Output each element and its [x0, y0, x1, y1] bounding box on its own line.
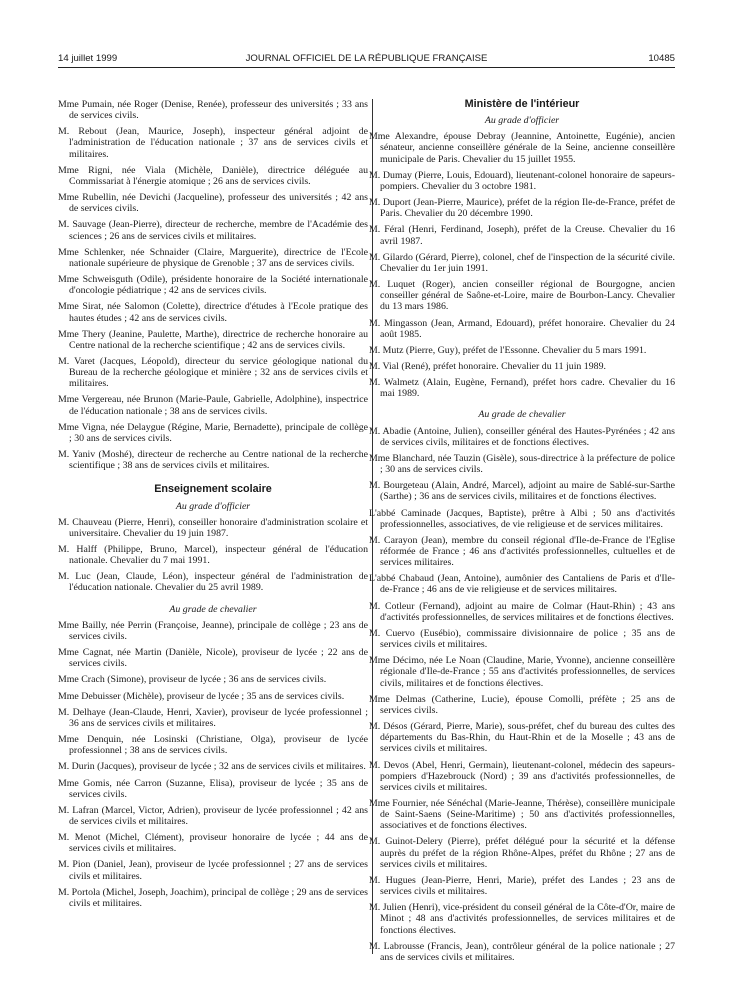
page-header: [58, 53, 675, 67]
decoration-entry: Mme Thery (Jeanine, Paulette, Marthe), directrice de recherche honoraire au Centre national de la recherche scientifique ; 42 ans de services civils.: [58, 328, 368, 351]
decoration-entry: Mme Debuisser (Michèle), proviseur de lycée ; 35 ans de services civils.: [58, 690, 345, 702]
right-entries-b: [369, 426, 675, 963]
left-entries-b: [58, 517, 368, 594]
decoration-entry: M. Gilardo (Gérard, Pierre), colonel, chef de l'inspection de la sécurité civile. Chevalier du 1er juin 1991.: [369, 251, 675, 274]
decoration-entry: L'abbé Chabaud (Jean, Antoine), aumônier des Cantaliens de Paris et d'Ile-de-France ; 46 ans de vie religieuse et de services militaires.: [369, 573, 675, 596]
decoration-entry: Mme Gomis, née Carron (Suzanne, Elisa), proviseur de lycée ; 35 ans de services civils.: [58, 777, 368, 800]
decoration-entry: M. Cotleur (Fernand), adjoint au maire de Colmar (Haut-Rhin) ; 43 ans d'activités professionnelles, de services militaires et de fonctions électives.: [369, 600, 675, 623]
decoration-entry: Mme Cagnat, née Martin (Danièle, Nicole), proviseur de lycée ; 22 ans de services civils.: [58, 647, 368, 670]
decoration-entry: Mme Vergereau, née Brunon (Marie-Paule, Gabrielle, Adolphine), inspectrice de l'éducation nationale ; 38 ans de services civils.: [58, 394, 368, 417]
header-title: JOURNAL OFFICIEL DE LA RÉPUBLIQUE FRANÇAISE: [245, 53, 488, 64]
decoration-entry: L'abbé Caminade (Jacques, Baptiste), prêtre à Albi ; 50 ans d'activités professionnelles, associatives, de vie religieuse et de services militaires.: [369, 507, 675, 530]
decoration-entry: M. Yaniv (Moshé), directeur de recherche au Centre national de la recherche scientifique ; 38 ans de services civils et militaires.: [58, 449, 368, 472]
decoration-entry: M. Bourgeteau (Alain, André, Marcel), adjoint au maire de Sablé-sur-Sarthe (Sarthe) ; 36 ans de services civils, militaires et de fonctions électives.: [369, 480, 675, 503]
decoration-entry: M. Chauveau (Pierre, Henri), conseiller honoraire d'administration scolaire et universitaire. Chevalier du 19 juin 1987.: [58, 516, 368, 539]
decoration-entry: Mme Pumain, née Roger (Denise, Renée), professeur des universités ; 33 ans de services civils.: [58, 99, 368, 122]
decoration-entry: Mme Blanchard, née Tauzin (Gisèle), sous-directrice à la préfecture de police ; 30 ans de services civils.: [369, 452, 675, 476]
decoration-entry: M. Durin (Jacques), proviseur de lycée ; 32 ans de services civils et militaires.: [58, 761, 366, 773]
grade-officier-heading: Au grade d'officier: [175, 500, 251, 512]
page-number: 10485: [648, 53, 675, 64]
left-column: [58, 99, 368, 914]
decoration-entry: M. Mutz (Pierre, Guy), préfet de l'Essonne. Chevalier du 5 mars 1991.: [369, 344, 647, 356]
decoration-entry: M. Féral (Henri, Ferdinand, Joseph), préfet de la Creuse. Chevalier du 16 avril 1987.: [369, 224, 675, 247]
decoration-entry: M. Labrousse (Francis, Jean), contrôleur général de la police nationale ; 27 ans de services civils et militaires.: [369, 940, 675, 963]
decoration-entry: Mme Schweisguth (Odile), présidente honoraire de la Société internationale d'oncologie pédiatrique ; 42 ans de services civils.: [58, 274, 368, 297]
decoration-entry: M. Abadie (Antoine, Julien), conseiller général des Hautes-Pyrénées ; 42 ans de services civils, militaires et de fonctions électives.: [369, 425, 675, 448]
decoration-entry: Mme Schlenker, née Schnaider (Claire, Marguerite), directrice de l'Ecole nationale supérieure de physique de Grenoble ; 37 ans de services civils.: [58, 246, 368, 269]
decoration-entry: M. Carayon (Jean), membre du conseil régional d'Ile-de-France de l'Eglise réformée de France ; 46 ans d'activités professionnelles, cultuelles et de services militaires.: [369, 534, 675, 569]
decoration-entry: M. Julien (Henri), vice-président du conseil général de la Côte-d'Or, maire de Minot ; 48 ans d'activités professionnelles, de services militaires et de fonctions électives.: [369, 902, 675, 936]
decoration-entry: M. Pion (Daniel, Jean), proviseur de lycée professionnel ; 27 ans de services civils et militaires.: [58, 859, 368, 882]
decoration-entry: M. Portola (Michel, Joseph, Joachim), principal de collège ; 29 ans de services civils et militaires.: [58, 886, 368, 909]
decoration-entry: M. Lafran (Marcel, Victor, Adrien), proviseur de lycée professionnel ; 42 ans de services civils et militaires.: [58, 804, 368, 827]
decoration-entry: Mme Vigna, née Delaygue (Régine, Marie, Bernadette), principale de collège ; 30 ans de services civils.: [58, 421, 368, 444]
grade-chevalier-heading: Au grade de chevalier: [478, 409, 566, 421]
decoration-entry: Mme Bailly, née Perrin (Françoise, Jeanne), principale de collège ; 23 ans de services civils.: [58, 619, 368, 642]
decoration-entry: M. Walmetz (Alain, Eugène, Fernand), préfet hors cadre. Chevalier du 16 mai 1989.: [369, 377, 675, 400]
decoration-entry: M. Menot (Michel, Clément), proviseur honoraire de lycée ; 44 ans de services civils et militaires.: [58, 832, 368, 855]
header-rule: [58, 67, 675, 68]
left-entries-a: [58, 99, 368, 471]
decoration-entry: M. Guinot-Delery (Pierre), préfet délégué pour la sécurité et la défense auprès du préfet de la région Rhône-Alpes, préfet du Rhône ; 27 ans de services civils et militaires.: [369, 836, 675, 870]
decoration-entry: M. Mingasson (Jean, Armand, Edouard), préfet honoraire. Chevalier du 24 août 1985.: [369, 317, 675, 340]
decoration-entry: M. Sauvage (Jean-Pierre), directeur de recherche, membre de l'Académie des sciences ; 26 ans de services civils et militaires.: [58, 219, 368, 242]
decoration-entry: M. Rebout (Jean, Maurice, Joseph), inspecteur général adjoint de l'administration de l'éducation nationale ; 37 ans de services civils et militaires.: [58, 126, 368, 160]
header-date: 14 juillet 1999: [58, 53, 118, 64]
decoration-entry: Mme Rubellin, née Devichi (Jacqueline), professeur des universités ; 42 ans de services civils.: [58, 192, 368, 215]
decoration-entry: M. Luc (Jean, Claude, Léon), inspecteur général de l'administration de l'éducation nationale. Chevalier du 25 avril 1989.: [58, 571, 368, 594]
decoration-entry: Mme Fournier, née Sénéchal (Marie-Jeanne, Thérèse), conseillère municipale de Saint-Saens (Seine-Maritime) ; 50 ans d'activités professionnelles, associatives et de fonctions électives.: [369, 797, 675, 832]
grade-officier-heading: Au grade d'officier: [484, 115, 560, 127]
decoration-entry: M. Duport (Jean-Pierre, Maurice), préfet de la région Ile-de-France, préfet de Paris. Chevalier du 20 décembre 1990.: [369, 197, 675, 220]
decoration-entry: Mme Denquin, née Losinski (Christiane, Olga), proviseur de lycée professionnel ; 38 ans de services civils.: [58, 734, 368, 757]
right-entries-a: [369, 131, 675, 399]
right-column: [369, 99, 675, 968]
section-title-interieur: Ministère de l'intérieur: [464, 98, 580, 110]
decoration-entry: M. Halff (Philippe, Bruno, Marcel), inspecteur général de l'éducation nationale. Chevalier du 7 mai 1991.: [58, 544, 368, 567]
decoration-entry: M. Varet (Jacques, Léopold), directeur du service géologique national du Bureau de la recherche géologique et minière ; 32 ans de services civils et militaires.: [58, 355, 368, 390]
decoration-entry: Mme Crach (Simone), proviseur de lycée ; 36 ans de services civils.: [58, 674, 327, 686]
left-entries-c: [58, 620, 368, 909]
decoration-entry: M. Cuervo (Eusébio), commissaire divisionnaire de police ; 35 ans de services civils et militaires.: [369, 627, 675, 651]
decoration-entry: M. Vial (René), préfet honoraire. Chevalier du 11 juin 1989.: [369, 360, 606, 372]
decoration-entry: Mme Décimo, née Le Noan (Claudine, Marie, Yvonne), ancienne conseillère régionale d'Ile-de-France ; 55 ans d'activités professionnelles, de services civils, militaires et de fonctions électives.: [369, 655, 675, 689]
section-title-enseignement: Enseignement scolaire: [154, 483, 272, 496]
decoration-entry: Mme Delmas (Catherine, Lucie), épouse Comolli, préfète ; 25 ans de services civils.: [369, 693, 675, 716]
decoration-entry: M. Luquet (Roger), ancien conseiller régional de Bourgogne, ancien conseiller général de Saône-et-Loire, maire de Bourbon-Lancy. Chevalier du 13 mars 1986.: [369, 279, 675, 313]
decoration-entry: M. Delhaye (Jean-Claude, Henri, Xavier), proviseur de lycée professionnel ; 36 ans de services civils et militaires.: [58, 706, 368, 729]
grade-chevalier-heading: Au grade de chevalier: [169, 603, 257, 615]
decoration-entry: M. Dumay (Pierre, Louis, Edouard), lieutenant-colonel honoraire de sapeurs-pompiers. Chevalier du 3 octobre 1981.: [369, 169, 675, 192]
decoration-entry: Mme Rigni, née Viala (Michèle, Danièle), directrice déléguée au Commissariat à l'énergie atomique ; 26 ans de services civils.: [58, 164, 368, 187]
decoration-entry: M. Hugues (Jean-Pierre, Henri, Marie), préfet des Landes ; 23 ans de services civils et militaires.: [369, 874, 675, 898]
decoration-entry: M. Devos (Abel, Henri, Germain), lieutenant-colonel, médecin des sapeurs-pompiers d'Hazebrouck (Nord) ; 39 ans d'activités professionnelles, de services civils et militaires.: [369, 759, 675, 793]
decoration-entry: Mme Sirat, née Salomon (Colette), directrice d'études à l'Ecole pratique des hautes études ; 42 ans de services civils.: [58, 301, 368, 324]
decoration-entry: Mme Alexandre, épouse Debray (Jeannine, Antoinette, Eugénie), ancien sénateur, ancienne conseillère générale de la Seine, ancienne conseillère municipale de Paris. Chevalier du 15 juillet 1955.: [369, 131, 675, 165]
decoration-entry: M. Désos (Gérard, Pierre, Marie), sous-préfet, chef du bureau des cultes des départements du Bas-Rhin, du Haut-Rhin et de la Moselle ; 43 ans de services civils et militaires.: [369, 721, 675, 755]
